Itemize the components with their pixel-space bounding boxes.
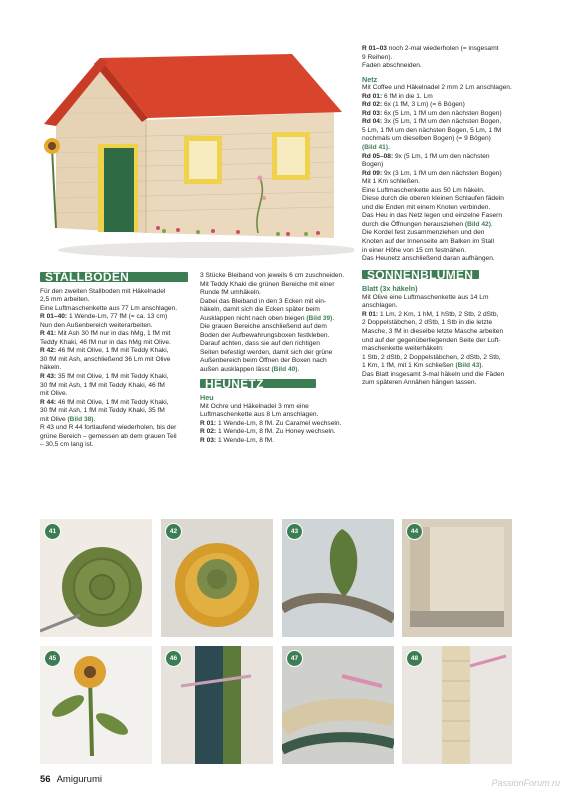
text-line	[200, 281, 355, 290]
photo-42-badge: 42	[165, 523, 182, 540]
row-label: R 02:	[200, 428, 217, 436]
photo-46-badge: 46	[165, 650, 182, 667]
text-line	[40, 382, 192, 391]
text-line	[200, 306, 355, 315]
row-label: R 42:	[40, 347, 57, 355]
line-text: 1 Stb, 2 dStb, 2 Doppelstäbchen, 2 dStb, 2 Stb,	[362, 353, 501, 361]
line-text: Eine Luftmaschenkette aus 77 Lm anschlagen.	[40, 304, 178, 312]
line-text: .	[490, 220, 493, 228]
text-line	[200, 357, 355, 366]
text-line	[200, 323, 355, 332]
line-text: Mit Coffee und Häkelnadel 2 mm 2 Lm anschlagen.	[362, 84, 512, 92]
line-text: .	[388, 144, 390, 152]
text-line	[362, 135, 530, 144]
line-text: Darauf achten, dass sie auf den richtigen	[200, 340, 320, 348]
line-text: 2,5 mm arbeiten.	[40, 296, 90, 304]
photo-48-badge: 48	[406, 650, 423, 667]
text-line	[362, 354, 530, 363]
text-line	[362, 45, 530, 54]
line-text: außen ausklappen lässt	[200, 366, 272, 374]
line-text: 30 fM mit Ash, 1 fM mit Teddy Khaki, 46 fM	[40, 381, 165, 389]
line-text: 1 Km, 1 fM, mit 1 Km schließen	[362, 362, 456, 370]
text-line	[40, 390, 192, 399]
row-label: R 01–40:	[40, 313, 68, 321]
line-text: 9 Reihen).	[362, 53, 393, 61]
line-text: 3x (5 Lm, 1 fM um den nächsten Bogen,	[382, 118, 502, 126]
row-label: Rd 05–08:	[362, 152, 394, 160]
text-line	[40, 322, 192, 331]
text-line	[200, 428, 355, 437]
line-text: 1 Wende-Lm, 77 fM (= ca. 13 cm)	[67, 313, 168, 321]
text-line	[362, 144, 530, 153]
house-photo	[38, 28, 354, 260]
figure-ref: (Bild 38)	[67, 415, 94, 423]
line-text: mit Olive	[40, 415, 68, 423]
figure-ref: (Bild 41)	[362, 144, 389, 152]
line-text: – 30,5 cm lang ist.	[40, 441, 94, 449]
line-text: Mit Teddy Khaki die grünen Bereiche mit einer	[200, 280, 335, 288]
text-line	[362, 362, 530, 371]
text-line	[362, 255, 530, 264]
text-line	[362, 328, 530, 337]
text-line	[40, 330, 192, 339]
row-label: Rd 02:	[362, 101, 383, 109]
blatt-subheading: Blatt (3x häkeln)	[362, 284, 418, 294]
photo-41-badge: 41	[44, 523, 61, 540]
text-line	[362, 319, 530, 328]
text-line	[40, 313, 192, 322]
line-text: 5 Lm, 1 fM um den nächsten Bogen, 5 Lm, 1 fM	[362, 126, 502, 134]
text-line	[362, 302, 530, 311]
text-line	[40, 407, 192, 416]
photo-48	[402, 646, 512, 764]
line-text: Ausklappen nicht nach oben biegen	[200, 314, 307, 322]
text-line	[40, 296, 192, 305]
text-line	[362, 311, 530, 320]
line-text: durch die Öffnungen herausziehen	[362, 220, 465, 228]
text-line	[362, 345, 530, 354]
line-text: Das Heu in das Netz legen und einzelne Fasern	[362, 212, 503, 220]
line-text: 30 fM mit Ash, 1 fM mit Teddy Khaki, 35 fM	[40, 407, 165, 415]
row-label: R 41:	[40, 330, 57, 338]
text-line	[40, 339, 192, 348]
right-column	[362, 45, 530, 388]
text-line	[200, 340, 355, 349]
line-text: Luftmaschenkette aus 8 Lm anschlagen.	[200, 411, 319, 419]
figure-ref: (Bild 39)	[306, 314, 333, 322]
text-line	[362, 54, 530, 63]
line-text: 35 fM mit Olive, 1 fM mit Teddy Khaki,	[56, 373, 169, 381]
line-text: nochmals um dieselben Bogen) (= 9 Bögen)	[362, 135, 491, 143]
figure-ref: (Bild 43)	[455, 362, 482, 370]
line-text: anschlagen.	[362, 302, 398, 310]
line-text: Bogen)	[362, 161, 384, 169]
line-text: Die grauen Bereiche anschließend auf dem	[200, 323, 327, 331]
line-text: häkeln.	[40, 364, 62, 372]
photo-46	[161, 646, 273, 764]
page-footer	[40, 774, 102, 785]
line-text: Für den zweiten Stallboden mit Häkelnadel	[40, 287, 166, 295]
text-line	[200, 437, 355, 446]
text-line	[362, 379, 530, 388]
text-line	[362, 294, 530, 303]
line-text: Das Heunetz anschließend daran aufhängen.	[362, 255, 495, 263]
line-text: 3 Stücke Bleiband von jeweils 6 cm zuschneiden.	[200, 272, 345, 279]
line-text: Masche, 3 fM in dieselbe letzte Masche arbeiten	[362, 327, 504, 335]
line-text: Faden abschneiden.	[362, 62, 422, 70]
text-line	[362, 84, 530, 93]
line-text: R 43 und R 44 fortlaufend wiederholen, bis der	[40, 424, 177, 432]
text-line	[362, 187, 530, 196]
text-line	[200, 411, 355, 420]
netz-subheading: Netz	[362, 74, 378, 84]
stallboden-heading: STALLBODEN	[40, 272, 192, 285]
photo-45-badge: 45	[44, 650, 61, 667]
line-text: grüne Bereich – gemessen ab dem grauen Teil	[40, 432, 177, 440]
row-label: R 01–03	[362, 45, 387, 52]
line-text: 6x (5 Lm, 1 fM um den nächsten Bogen)	[382, 109, 502, 117]
line-text: Boden der Aufbewahrungsboxen festkleben.	[200, 331, 330, 339]
photo-42	[161, 519, 273, 637]
heunetz-heading: HEUNETZ	[200, 379, 355, 392]
line-text: in einer Höhe von 15 cm festnähen.	[362, 246, 467, 254]
text-line	[200, 289, 355, 298]
line-text: 46 fM mit Olive, 1 fM mit Teddy Khaki,	[56, 398, 169, 406]
page-number: 56	[40, 774, 51, 785]
sonnenblumen-heading: SONNENBLUMEN	[362, 270, 530, 283]
line-text: Runde fM umhäkeln.	[200, 289, 261, 297]
line-text: 1 Lm, 2 Km, 1 hM, 1 hStb, 2 Stb, 2 dStb,	[378, 310, 499, 318]
row-label: Rd 09:	[362, 169, 383, 177]
text-line	[362, 204, 530, 213]
text-line	[362, 93, 530, 102]
row-label: Rd 01:	[362, 92, 383, 100]
line-text: 6x (1 fM, 3 Lm) (= 6 Bögen)	[382, 101, 465, 109]
text-line	[40, 305, 192, 314]
line-text: Mit 1 Km schließen.	[362, 178, 420, 186]
line-text: mit Olive.	[40, 390, 68, 398]
line-text: Eine Luftmaschenkette aus 50 Lm häkeln.	[362, 186, 485, 194]
text-line	[40, 288, 192, 297]
line-text: 9x (5 Lm, 1 fM um den nächsten	[393, 152, 490, 160]
text-line	[200, 403, 355, 412]
text-line	[40, 373, 192, 382]
watermark: PassionForum.ru	[491, 778, 560, 788]
line-text: und auf der gegenüberliegenden Seite der Luft-	[362, 336, 501, 344]
text-line	[362, 62, 530, 71]
text-line	[200, 366, 355, 375]
text-line	[200, 332, 355, 341]
photo-44	[402, 519, 512, 637]
row-label: R 43:	[40, 373, 57, 381]
line-text: Außenbereich beim Öffnen der Boxen nach	[200, 357, 327, 365]
line-text: Mit Ash 30 fM nur in das hMg, 1 fM mit	[56, 330, 171, 338]
text-line	[362, 371, 530, 380]
text-line	[40, 441, 192, 450]
text-line	[362, 337, 530, 346]
heu-subheading: Heu	[200, 393, 214, 403]
text-line	[40, 399, 192, 408]
line-text: häkeln, damit sich die Ecken später beim	[200, 306, 320, 314]
row-label: R 01:	[200, 419, 217, 427]
text-line	[362, 127, 530, 136]
text-line	[200, 315, 355, 324]
photo-47-badge: 47	[286, 650, 303, 667]
text-line	[40, 433, 192, 442]
figure-ref: (Bild 40)	[271, 366, 298, 374]
photo-43	[282, 519, 394, 637]
line-text: Die Kordel fest zusammenziehen und den	[362, 229, 485, 237]
text-line	[40, 416, 192, 425]
line-text: .	[93, 415, 96, 423]
text-line	[362, 161, 530, 170]
text-line	[40, 356, 192, 365]
text-line	[362, 229, 530, 238]
text-line	[200, 298, 355, 307]
text-line	[40, 364, 192, 373]
row-label: Rd 04:	[362, 118, 383, 126]
line-text: 30 fM mit Ash, anschließend 36 Lm mit Olive	[40, 355, 171, 363]
text-line	[200, 420, 355, 429]
text-line	[362, 247, 530, 256]
row-label: Rd 03:	[362, 109, 383, 117]
line-text: und die Enden mit einem Knoten verbinden.	[362, 203, 491, 211]
line-text: Knoten auf der Innenseite am Balken im Stall	[362, 238, 494, 246]
line-text: Seiten befestigt werden, damit sich der grüne	[200, 348, 333, 356]
line-text: Mit Ochre und Häkelnadel 3 mm eine	[200, 402, 309, 410]
text-line	[200, 272, 355, 281]
photo-44-badge: 44	[406, 523, 423, 540]
line-text: Diese durch die oberen kleinen Schlaufen fädeln	[362, 195, 504, 203]
line-text: 1 Wende-Lm, 8 fM.	[216, 436, 274, 444]
photo-43-badge: 43	[286, 523, 303, 540]
text-line	[362, 101, 530, 110]
photo-45	[40, 646, 152, 764]
text-line	[362, 170, 530, 179]
text-line	[362, 110, 530, 119]
photo-41	[40, 519, 152, 637]
row-label: R 03:	[200, 436, 217, 444]
text-line	[40, 347, 192, 356]
text-line	[362, 118, 530, 127]
line-text: Teddy Khaki, 46 fM nur in das hMg mit Olive.	[40, 338, 171, 346]
text-line	[362, 153, 530, 162]
text-line	[362, 178, 530, 187]
row-label: R 01:	[362, 310, 379, 318]
line-text: .	[481, 362, 484, 370]
photo-47	[282, 646, 394, 764]
text-line	[362, 195, 530, 204]
line-text: .	[332, 314, 335, 322]
figure-ref: (Bild 42)	[464, 220, 491, 228]
text-line	[362, 212, 530, 221]
left-column	[40, 272, 192, 450]
line-text: zum späteren Annähen hängen lassen.	[362, 379, 477, 387]
magazine-title: Amigurumi	[56, 774, 102, 785]
line-text: 9x (3 Lm, 1 fM um den nächsten Bogen)	[382, 169, 502, 177]
line-text: 2 Doppelstäbchen, 2 dStb, 1 Stb in die letzte	[362, 319, 493, 327]
line-text: 6 fM in die 1. Lm	[382, 92, 433, 100]
line-text: 1 Wende-Lm, 8 fM. Zu Honey wechseln.	[216, 428, 336, 436]
middle-column	[200, 272, 355, 445]
text-line	[362, 238, 530, 247]
text-line	[362, 221, 530, 230]
line-text: 1 Wende-Lm, 8 fM. Zu Caramel wechseln.	[216, 419, 342, 427]
text-line	[40, 424, 192, 433]
line-text: .	[297, 366, 300, 374]
line-text: Dabei das Bleiband in den 3 Ecken mit ein-	[200, 297, 327, 305]
line-text: Mit Olive eine Luftmaschenkette aus 14 Lm	[362, 293, 489, 301]
line-text: 46 fM mit Olive, 1 fM mit Teddy Khaki,	[56, 347, 169, 355]
line-text: Nun den Außenbereich weiterarbeiten.	[40, 321, 153, 329]
line-text: maschenkette weiterhäkeln:	[362, 345, 444, 353]
line-text: Das Blatt insgesamt 3-mal häkeln und die Fäden	[362, 370, 505, 378]
row-label: R 44:	[40, 398, 57, 406]
line-text: noch 2-mal wiederholen (= insgesamt	[386, 45, 499, 52]
